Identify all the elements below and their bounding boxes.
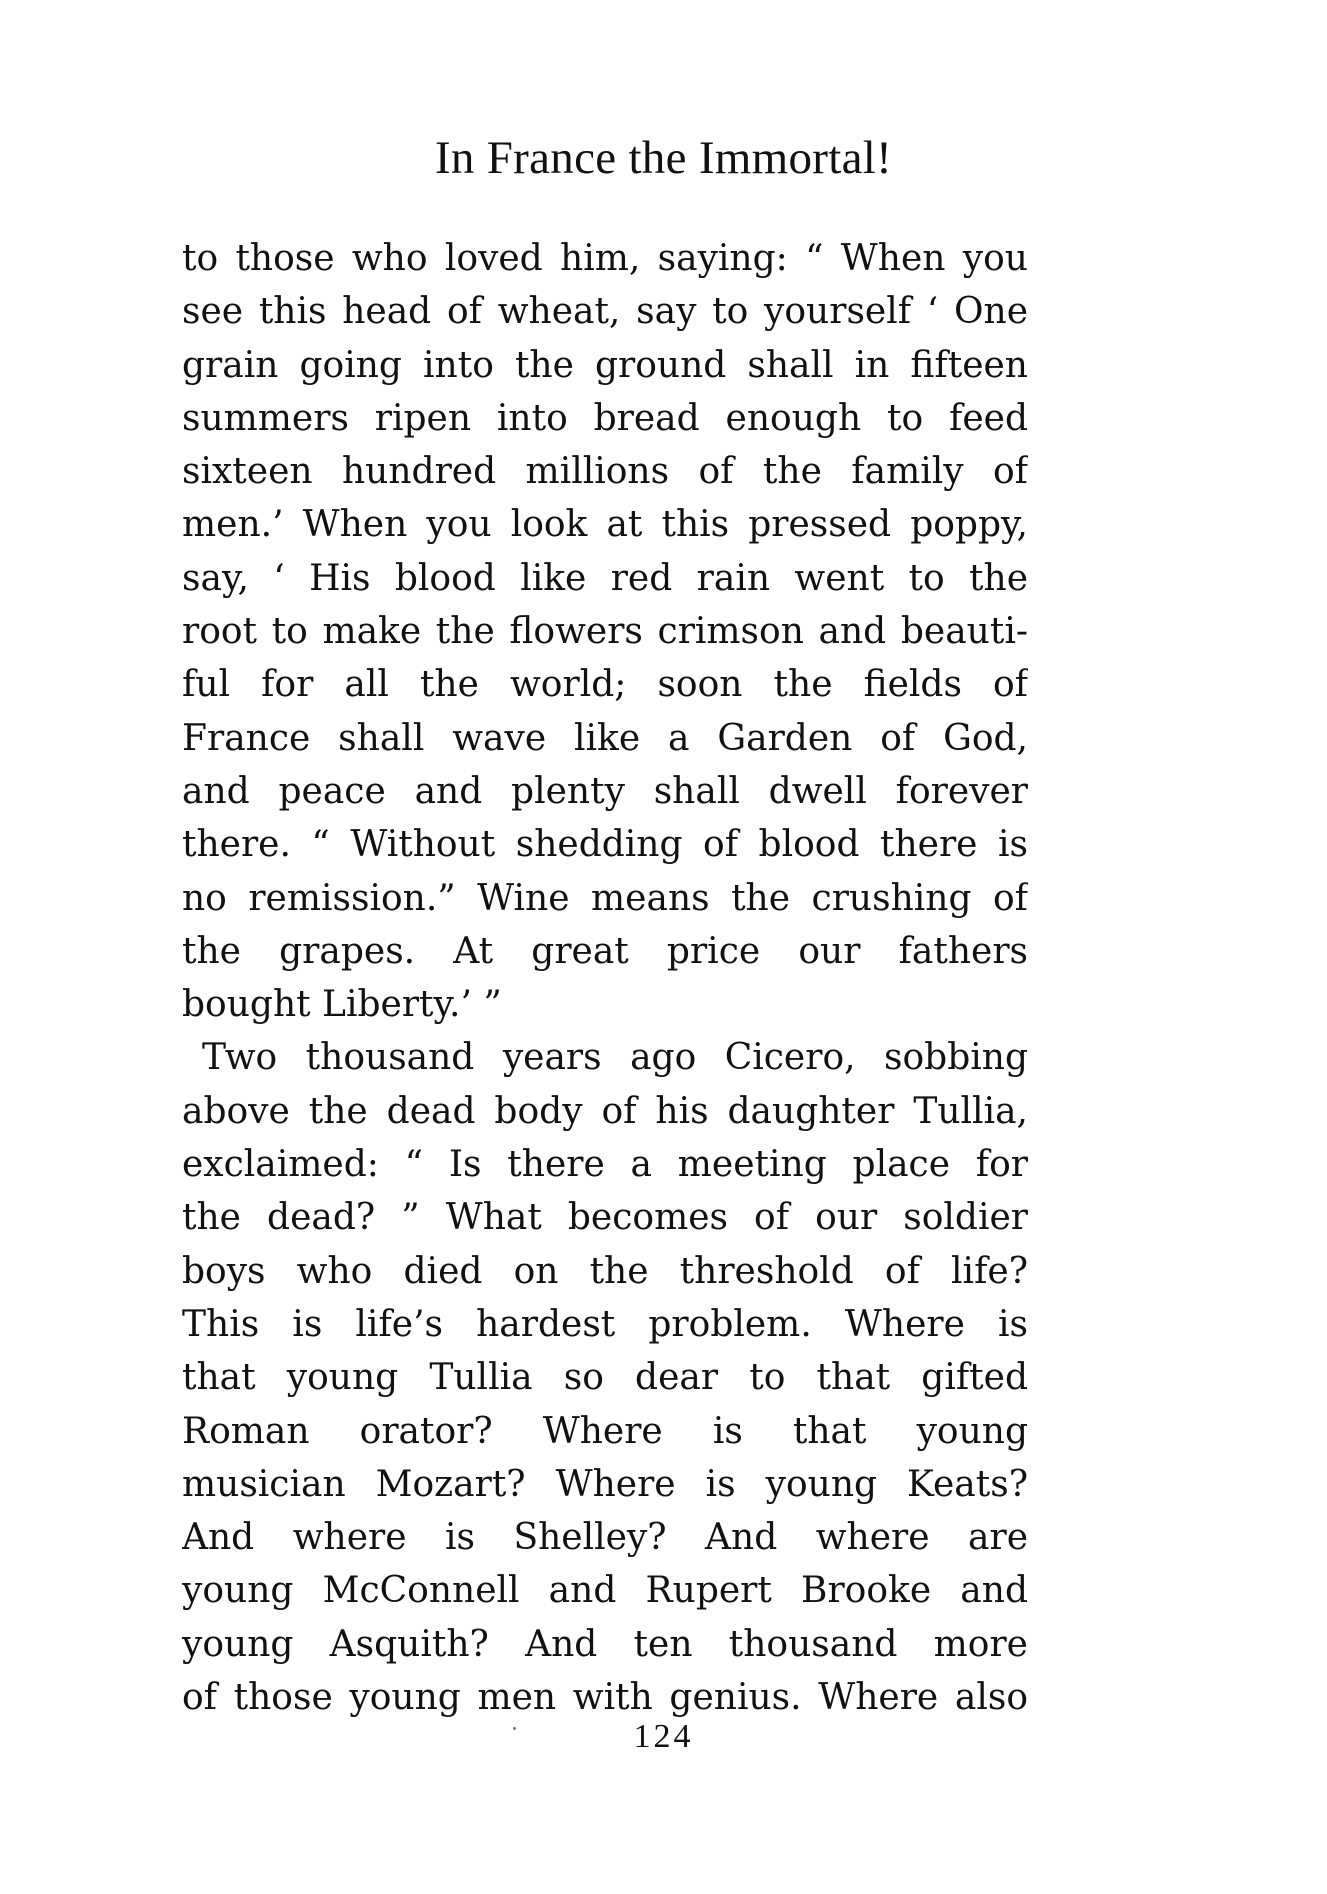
text-line-4: summers ripen into bread enough to feed	[182, 397, 1028, 439]
text-line-25: And where is Shelley? And where are	[182, 1517, 1028, 1559]
running-head: In France the Immortal!	[434, 132, 893, 184]
text-line-28: of those young men with genius. Where also	[182, 1677, 1028, 1719]
text-line-2: see this head of wheat, say to yourself ‘ One	[182, 291, 1028, 333]
text-line-14: the grapes. At great price our fathers	[182, 930, 1028, 972]
text-line-21: This is life’s hardest problem. Where is	[182, 1303, 1028, 1345]
text-line-19: the dead? ” What becomes of our soldier	[182, 1197, 1028, 1239]
text-line-23: Roman orator? Where is that young	[182, 1410, 1028, 1452]
text-line-8: root to make the flowers crimson and beauti-	[182, 611, 1028, 653]
text-line-1: to those who loved him, saying: “ When you	[182, 238, 1028, 279]
text-line-18: exclaimed: “ Is there a meeting place for	[182, 1144, 1028, 1186]
text-line-10: France shall wave like a Garden of God,	[182, 717, 1028, 759]
text-line-24: musician Mozart? Where is young Keats?	[182, 1463, 1028, 1505]
text-line-3: grain going into the ground shall in fifteen	[182, 344, 1028, 386]
text-line-12: there. “ Without shedding of blood there is	[182, 824, 1028, 866]
text-line-5: sixteen hundred millions of the family of	[182, 451, 1028, 493]
text-line-6: men.’ When you look at this pressed poppy,	[182, 504, 1028, 546]
text-line-22: that young Tullia so dear to that gifted	[182, 1357, 1028, 1399]
text-line-9: ful for all the world; soon the fields of	[182, 664, 1028, 706]
text-line-17: above the dead body of his daughter Tullia,	[182, 1090, 1028, 1132]
text-line-15: bought Liberty.’ ”	[182, 984, 502, 1026]
text-line-27: young Asquith? And ten thousand more	[182, 1623, 1028, 1665]
text-line-20: boys who died on the threshold of life?	[182, 1250, 1028, 1292]
text-line-13: no remission.” Wine means the crushing of	[182, 877, 1028, 919]
text-line-11: and peace and plenty shall dwell forever	[182, 770, 1028, 812]
text-line-7: say, ‘ His blood like red rain went to the	[182, 557, 1028, 599]
body-text	[182, 232, 1028, 1724]
page-number: 124	[633, 1718, 694, 1755]
text-line-26: young McConnell and Rupert Brooke and	[182, 1570, 1028, 1612]
text-line-16: Two thousand years ago Cicero, sobbing	[202, 1037, 1028, 1079]
